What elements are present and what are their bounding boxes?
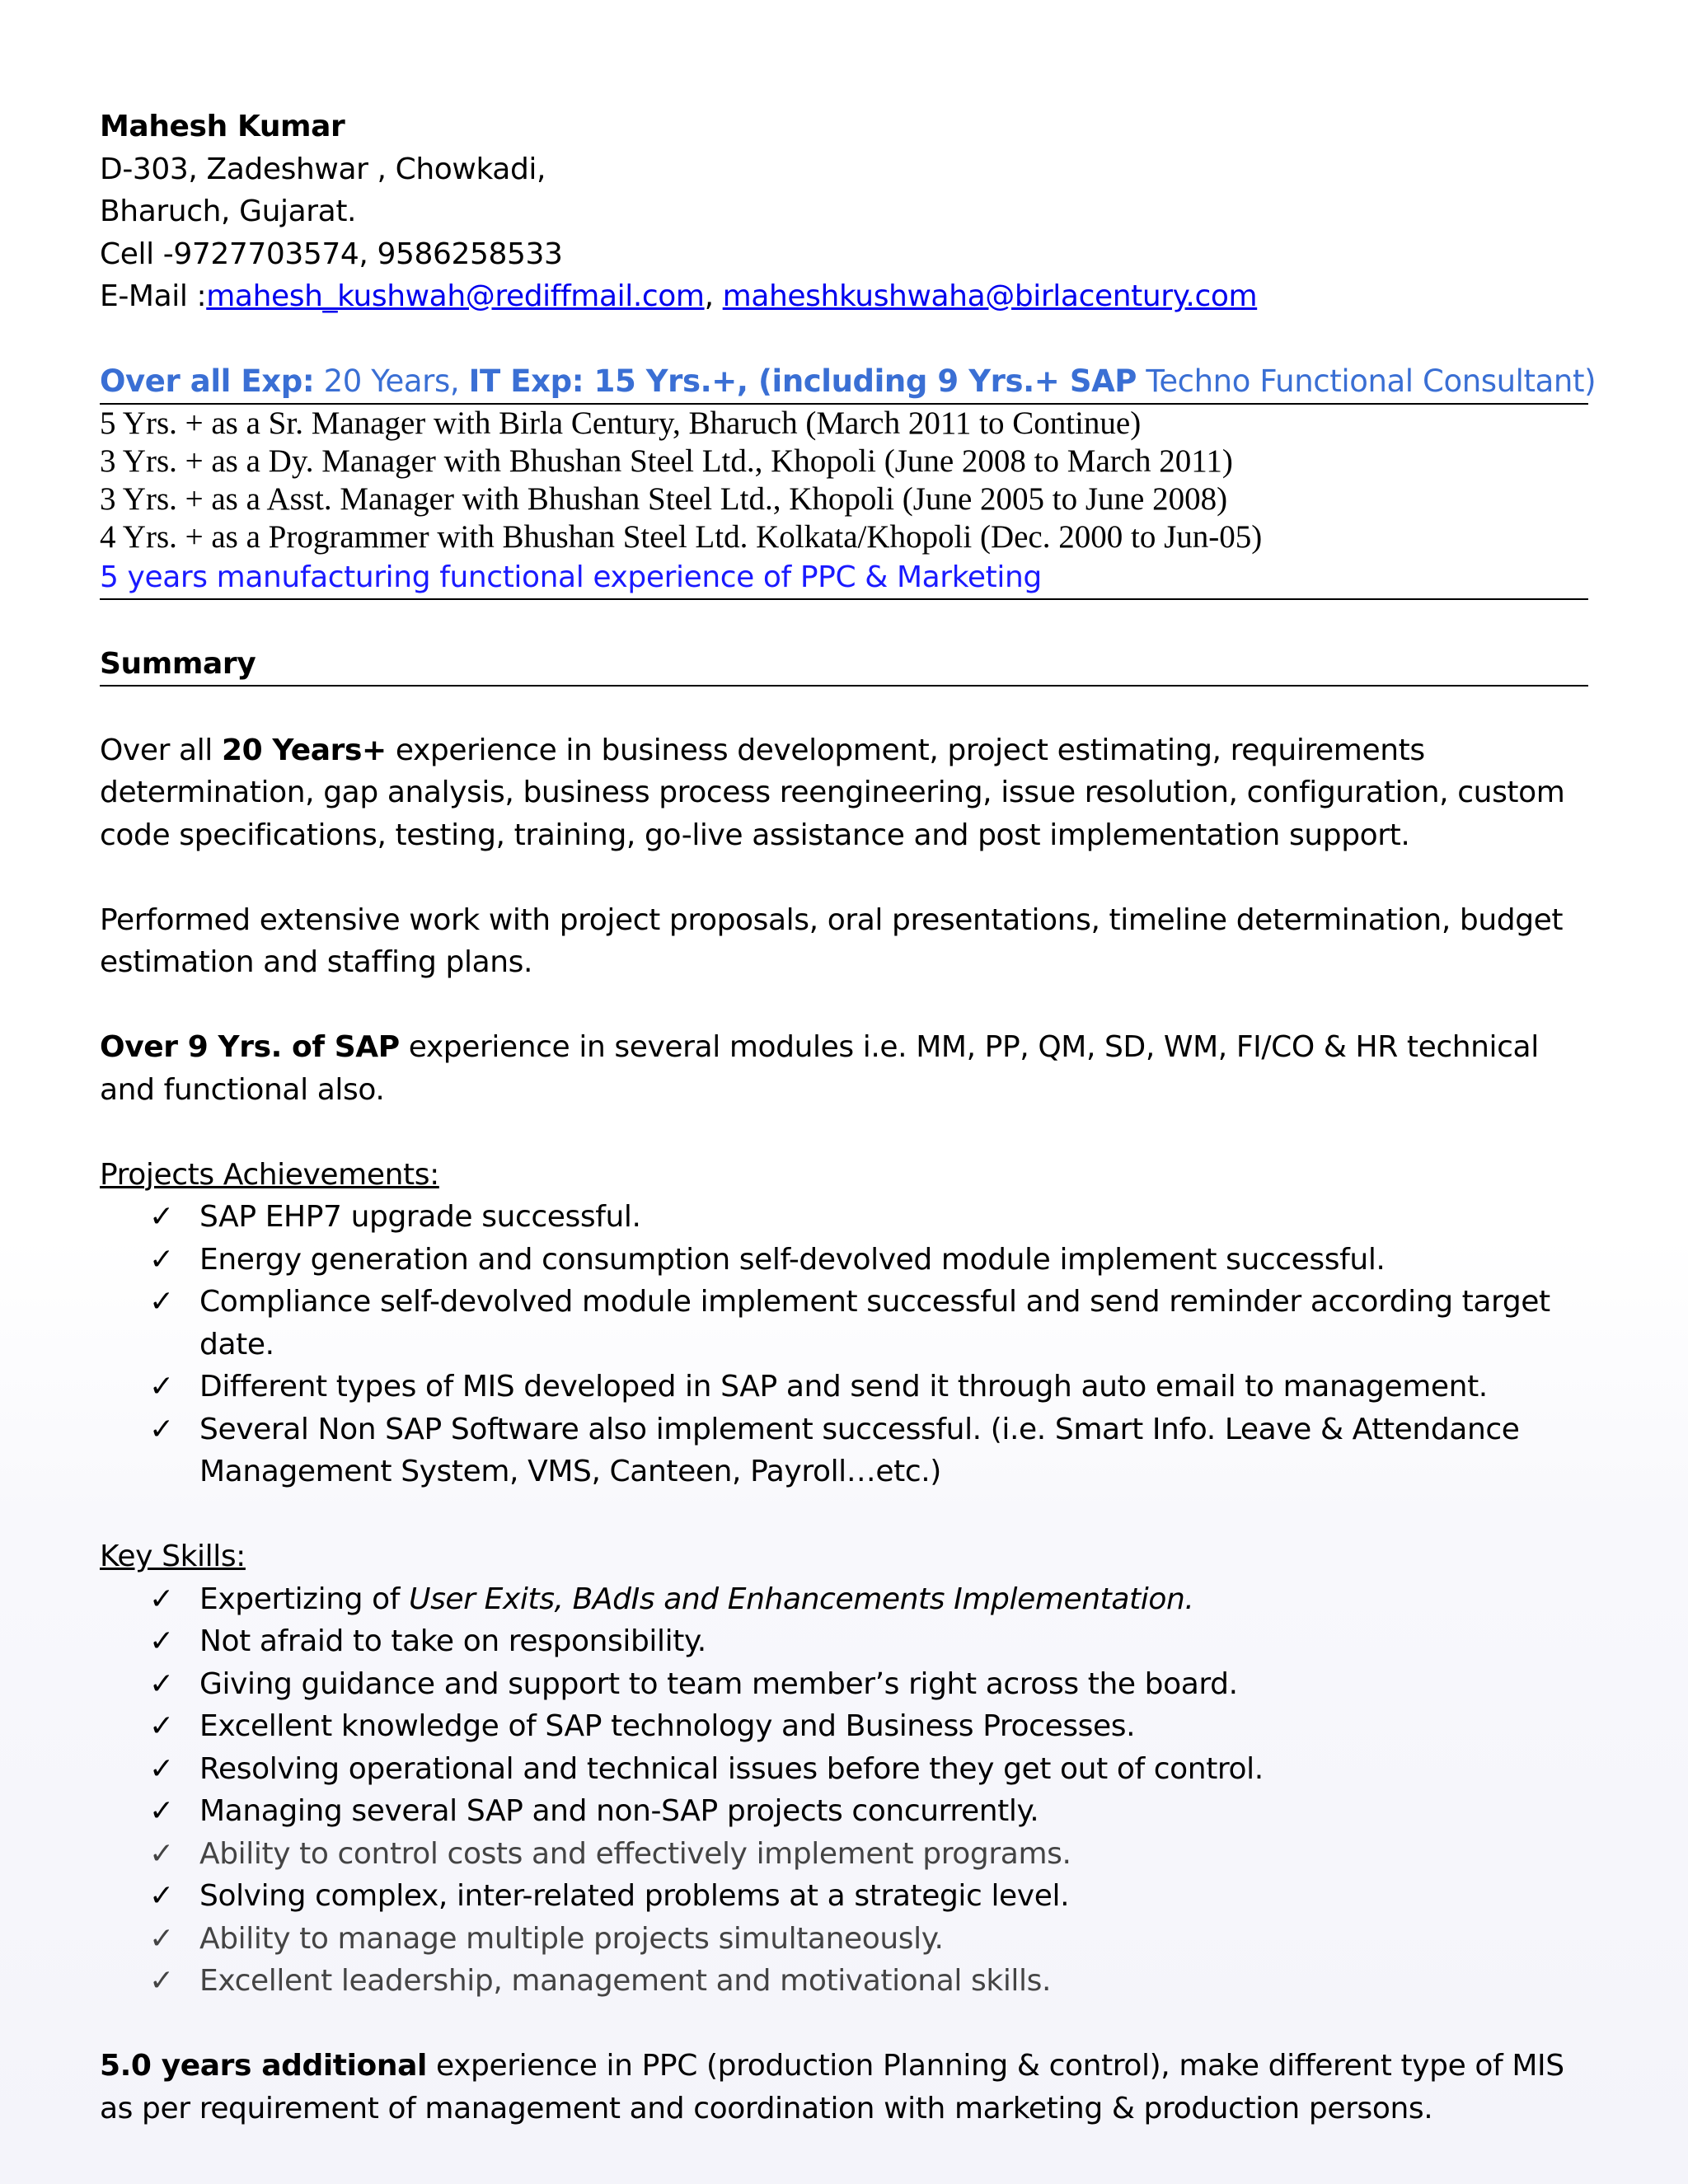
list-item [149,1620,1588,1663]
email-separator: , [704,279,714,313]
skill-text: Excellent leadership, management and motivational skills. [199,1964,1052,1998]
project-text: Compliance self-devolved module implement successful and send reminder according target date. [199,1285,1550,1361]
checkmark-icon: ✓ [149,1285,174,1319]
summary-paragraph-3 [100,1026,1588,1111]
list-item [149,1196,1588,1239]
email-label: E-Mail : [100,279,207,313]
list-item [149,1239,1588,1282]
candidate-name: Mahesh Kumar [100,110,345,143]
spacer [100,1111,1588,1154]
summary-paragraph-2: Performed extensive work with project proposals, oral presentations, timeline determination, budget estimation and staffing plans. [100,902,1564,979]
skill-text: Ability to control costs and effectively implement programs. [199,1836,1071,1871]
spacer [100,600,1588,643]
list-item [149,1705,1588,1748]
skill-italic: User Exits, BAdIs and Enhancements Implementation. [409,1582,1194,1616]
project-text: Several Non SAP Software also implement successful. (i.e. Smart Info. Leave & Attendance Management System, VMS, Canteen, Payroll…etc.) [199,1412,1520,1488]
summary-p1-bold: 20 Years+ [221,733,387,767]
spacer [100,2003,1588,2046]
it-exp-label: IT Exp: 15 Yrs.+, (including 9 Yrs.+ SAP [468,363,1137,399]
skills-heading: Key Skills: [100,1540,246,1573]
skills-list [100,1578,1588,2003]
checkmark-icon: ✓ [149,1370,174,1404]
summary-heading: Summary [100,643,1588,687]
skill-text: Ability to manage multiple projects simultaneously. [199,1921,944,1956]
ppc-bold: 5.0 years additional [100,2049,427,2083]
resume-content [100,105,1597,2130]
manufacturing-experience: 5 years manufacturing functional experience of PPC & Marketing [100,556,1588,601]
project-text: Energy generation and consumption self-devolved module implement successful. [199,1242,1386,1277]
summary-p3-rest: experience in several modules i.e. MM, PP, QM, SD, WM, FI/CO & HR technical and functional also. [100,1030,1539,1107]
list-item [149,1408,1588,1493]
skill-text: Giving guidance and support to team member’s right across the board. [199,1666,1238,1701]
email-line [100,275,1588,318]
skill-text: Not afraid to take on responsibility. [199,1624,706,1658]
list-item [149,1833,1588,1876]
spacer [100,318,1588,361]
overall-exp-value: 20 Years, [323,363,460,399]
checkmark-icon: ✓ [149,1582,174,1616]
it-exp-value: Techno Functional Consultant) [1146,363,1597,399]
checkmark-icon: ✓ [149,1242,174,1277]
summary-paragraph-1 [100,729,1588,857]
experience-overview [100,360,1597,405]
checkmark-icon: ✓ [149,1709,174,1743]
project-text: Different types of MIS developed in SAP and send it through auto email to management. [199,1370,1488,1404]
role-asst-manager: 3 Yrs. + as a Asst. Manager with Bhushan Steel Ltd., Khopoli (June 2005 to June 2008) [100,480,1228,517]
list-item [149,1960,1588,2003]
list-item [149,1281,1588,1366]
skill-text: Managing several SAP and non-SAP projects concurrently. [199,1794,1039,1828]
skill-text: Excellent knowledge of SAP technology and Business Processes. [199,1709,1136,1743]
summary-p3-bold: Over 9 Yrs. of SAP [100,1030,400,1064]
role-programmer: 4 Yrs. + as a Programmer with Bhushan Steel Ltd. Kolkata/Khopoli (Dec. 2000 to Jun-05) [100,518,1263,555]
checkmark-icon: ✓ [149,1666,174,1701]
list-item [149,1748,1588,1791]
list-item [149,1663,1588,1706]
ppc-rest: experience in PPC (production Planning & control), make different type of MIS as per requirement of management and coordination with marketing & production persons. [100,2049,1564,2125]
ppc-experience-paragraph [100,2045,1588,2130]
checkmark-icon: ✓ [149,1412,174,1446]
spacer [100,687,1588,729]
checkmark-icon: ✓ [149,1794,174,1828]
list-item [149,1918,1588,1961]
list-item [149,1790,1588,1833]
checkmark-icon: ✓ [149,1751,174,1786]
projects-list [100,1196,1588,1493]
address-line-2: Bharuch, Gujarat. [100,194,357,228]
summary-p1-prefix: Over all [100,733,213,767]
cell-numbers: Cell -9727703574, 9586258533 [100,237,563,271]
spacer [100,856,1588,899]
checkmark-icon: ✓ [149,1964,174,1998]
skill-prefix: Expertizing of [199,1582,401,1616]
checkmark-icon: ✓ [149,1200,174,1234]
skill-text: Solving complex, inter-related problems at a strategic level. [199,1879,1070,1913]
summary-p1-rest: experience in business development, project estimating, requirements determination, gap analysis, business process reengineering, issue resolution, configuration, custom code specifications, testing, training, go-live assistance and post implementation support. [100,733,1565,852]
address-line-1: D-303, Zadeshwar , Chowkadi, [100,152,546,186]
spacer [100,984,1588,1027]
projects-heading: Projects Achievements: [100,1157,439,1192]
checkmark-icon: ✓ [149,1624,174,1658]
checkmark-icon: ✓ [149,1879,174,1913]
email-link-rediff[interactable]: mahesh_kushwah@rediffmail.com [206,279,705,313]
checkmark-icon: ✓ [149,1836,174,1871]
checkmark-icon: ✓ [149,1921,174,1956]
role-sr-manager: 5 Yrs. + as a Sr. Manager with Birla Century, Bharuch (March 2011 to Continue) [100,405,1142,441]
list-item [149,1578,1588,1621]
skill-text: Resolving operational and technical issues before they get out of control. [199,1751,1264,1786]
project-text: SAP EHP7 upgrade successful. [199,1200,641,1234]
overall-exp-label: Over all Exp: [100,363,315,399]
list-item [149,1366,1588,1408]
list-item [149,1875,1588,1918]
spacer [100,1493,1588,1536]
role-dy-manager: 3 Yrs. + as a Dy. Manager with Bhushan Steel Ltd., Khopoli (June 2008 to March 2011) [100,443,1233,479]
email-link-birlacentury[interactable]: maheshkushwaha@birlacentury.com [722,279,1258,313]
